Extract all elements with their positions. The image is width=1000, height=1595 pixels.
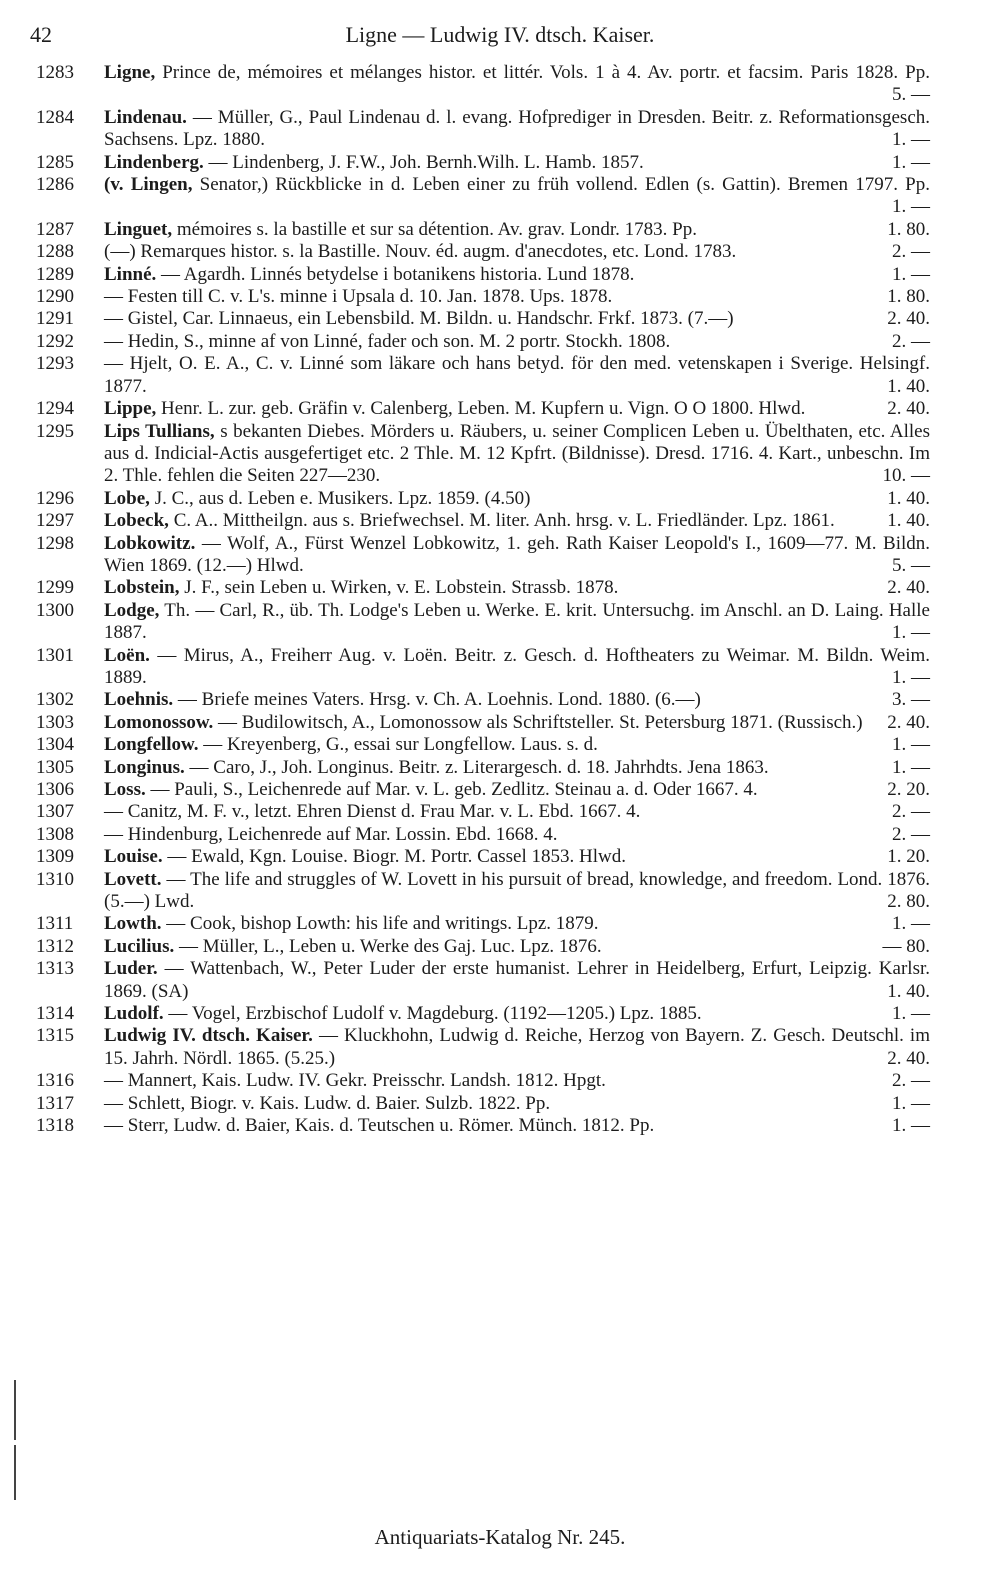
entry-description (104, 734, 930, 756)
entry-body: J. F., sein Leben u. Wirken, v. E. Lobstein. Strassb. 1878. (184, 577, 619, 599)
catalog-entry (0, 689, 1000, 711)
entry-body: — Wattenbach, W., Peter Luder der erste humanist. Lehrer in Heidelberg, Erfurt, Leipzig. Karlsr. 1869. (SA) (104, 958, 930, 1002)
entry-number: 1313 (36, 958, 74, 980)
catalog-entry (0, 913, 1000, 935)
entry-body: — Kluckhohn, Ludwig d. Reiche, Herzog von Bayern. Z. Gesch. Deutschl. im 15. Jahrh. Nördl. 1865. (5.25.) (104, 1025, 930, 1069)
entry-number: 1306 (36, 779, 74, 800)
entry-description (104, 1093, 930, 1115)
entry-number: 1286 (36, 174, 74, 196)
entry-number: 1292 (36, 330, 74, 352)
entry-description (104, 152, 930, 174)
entry-description (104, 488, 930, 510)
entry-body: Prince de, mémoires et mélanges histor. et littér. Vols. 1 à 4. Av. portr. et facsim. Paris 1828. Pp. (162, 62, 930, 83)
entry-body: Th. — Carl, R., üb. Th. Lodge's Leben u. Werke. E. krit. Untersuchg. im Anschl. an D. Laing. Halle 1887. (104, 599, 930, 644)
entry-number: 1290 (36, 286, 74, 308)
entry-body: — Vogel, Erzbischof Ludolf v. Magdeburg. (1192—1205.) Lpz. 1885. (168, 1003, 702, 1025)
entry-number: 1318 (36, 1115, 74, 1137)
entry-body: — Lindenberg, J. F.W., Joh. Bernh.Wilh. L. Hamb. 1857. (208, 151, 644, 173)
entry-heading: Longfellow. (104, 734, 199, 756)
entry-heading: Lindenberg. (104, 151, 204, 173)
entry-heading: Lomonossow. (104, 711, 214, 733)
entry-body: — Wolf, A., Fürst Wenzel Lobkowitz, 1. geh. Rath Kaiser Leopold's I., 1609—77. M. Bildn. Wien 1869. (12.—) Hlwd. (104, 532, 931, 576)
entry-body: mémoires s. la bastille et sur sa détention. Av. grav. Londr. 1783. Pp. (176, 218, 697, 240)
catalog-entry (0, 510, 1000, 532)
entry-heading: Lindenau. (104, 106, 187, 128)
entry-body: — Schlett, Biogr. v. Kais. Ludw. d. Baier. Sulzb. 1822. Pp. (104, 1092, 551, 1114)
entry-number: 1298 (36, 532, 74, 554)
entry-number: 1291 (36, 308, 74, 330)
entry-description (104, 824, 930, 846)
entry-number: 1299 (36, 577, 74, 599)
entry-price: 5. — (884, 84, 930, 106)
entry-price: 1. — (884, 1093, 930, 1115)
entry-price: 3. — (884, 689, 930, 711)
entry-description (104, 869, 930, 914)
entry-price: 2. 80. (879, 891, 930, 913)
entry-price: 1. 40. (879, 376, 930, 398)
entry-number: 1317 (36, 1092, 74, 1114)
catalog-entry (0, 869, 1000, 914)
entry-description (104, 645, 930, 690)
entry-body: — Müller, L., Leben u. Werke des Gaj. Luc. Lpz. 1876. (178, 935, 602, 957)
entry-body: — Müller, G., Paul Lindenau d. l. evang. Hofprediger in Dresden. Beitr. z. Reformationsgesch. Sachsens. Lpz. 1880. (104, 106, 931, 151)
entry-number: 1310 (36, 868, 74, 890)
entry-description (104, 331, 930, 353)
entry-description (104, 801, 930, 823)
entry-price: 2. 20. (879, 779, 930, 801)
entry-heading: Lobkowitz. (104, 532, 196, 554)
entry-number: 1296 (36, 487, 74, 509)
entry-body: — Caro, J., Joh. Longinus. Beitr. z. Literargesch. d. 18. Jahrhdts. Jena 1863. (189, 756, 769, 778)
catalog-footer: Antiquariats-Katalog Nr. 245. (374, 1525, 626, 1549)
catalog-entry (0, 824, 1000, 846)
margin-mark (14, 1445, 16, 1500)
entry-heading: Lobeck, (104, 510, 169, 532)
entry-description (104, 353, 930, 398)
entry-number: 1289 (36, 263, 74, 285)
catalog-entry (0, 936, 1000, 958)
entry-body: — Mannert, Kais. Ludw. IV. Gekr. Preisschr. Landsh. 1812. Hpgt. (104, 1070, 606, 1092)
catalog-entry (0, 600, 1000, 645)
entry-number: 1297 (36, 510, 74, 532)
entry-heading: Linné. (104, 263, 157, 285)
catalog-entry (0, 779, 1000, 801)
entry-heading: (v. Lingen, (104, 174, 193, 196)
entry-number: 1315 (36, 1025, 74, 1047)
catalog-entry (0, 846, 1000, 868)
catalog-entry (0, 1093, 1000, 1115)
entry-price: 2. 40. (879, 577, 930, 599)
entry-description (104, 1025, 930, 1070)
entry-body: — Hindenburg, Leichenrede auf Mar. Lossin. Ebd. 1668. 4. (104, 823, 558, 845)
entry-description (104, 846, 930, 868)
entry-heading: Lippe, (104, 398, 157, 420)
entry-description (104, 757, 930, 779)
entry-number: 1283 (36, 62, 74, 83)
catalog-entry (0, 62, 1000, 107)
entry-description (104, 689, 930, 711)
entry-price: 1. — (884, 152, 930, 174)
entry-description (104, 533, 930, 578)
entry-description (104, 1070, 930, 1092)
catalog-entry (0, 331, 1000, 353)
entry-body: J. C., aus d. Leben e. Musikers. Lpz. 1859. (4.50) (154, 487, 531, 509)
entry-body: — Pauli, S., Leichenrede auf Mar. v. L. geb. Zedlitz. Steinau a. d. Oder 1667. 4. (150, 779, 758, 800)
entry-number: 1309 (36, 846, 74, 868)
entry-heading: Luder. (104, 958, 158, 980)
entry-heading: Lips Tullians, (104, 420, 215, 442)
entry-price: 1. — (884, 734, 930, 756)
entry-description (104, 107, 930, 152)
catalog-entry (0, 577, 1000, 599)
entry-body: Henr. L. zur. geb. Gräfin v. Calenberg, Leben. M. Kupfern u. Vign. O O 1800. Hlwd. (161, 398, 806, 420)
entry-heading: Linguet, (104, 218, 173, 240)
entry-body: — Hjelt, O. E. A., C. v. Linné som läkare och hans betyd. för den med. vetenskapen i Sverige. Helsingf. 1877. (104, 353, 930, 397)
catalog-entry (0, 107, 1000, 152)
entry-price: 1. — (884, 667, 930, 689)
catalog-entry (0, 286, 1000, 308)
entry-number: 1288 (36, 241, 74, 263)
entry-number: 1316 (36, 1070, 74, 1092)
catalog-entry (0, 241, 1000, 263)
entry-price: 1. — (884, 757, 930, 779)
entry-price: 1. 40. (879, 510, 930, 532)
entry-price: 1. — (884, 1003, 930, 1025)
entry-description (104, 174, 930, 219)
entry-heading: Loss. (104, 779, 146, 800)
entry-price: 10. — (875, 465, 931, 487)
entry-number: 1305 (36, 756, 74, 778)
entry-body: — Briefe meines Vaters. Hrsg. v. Ch. A. Loehnis. Lond. 1880. (6.—) (177, 689, 701, 711)
entry-body: (—) Remarques histor. s. la Bastille. Nouv. éd. augm. d'anecdotes, etc. Lond. 1783. (104, 241, 737, 263)
entry-description (104, 398, 930, 420)
entry-number: 1287 (36, 218, 74, 240)
entry-description (104, 264, 930, 286)
entry-price: 2. 40. (879, 712, 930, 734)
entry-price: 1. — (884, 129, 930, 151)
entry-heading: Loën. (104, 644, 150, 666)
catalog-entry (0, 353, 1000, 398)
entry-number: 1314 (36, 1003, 74, 1025)
entry-heading: Longinus. (104, 756, 185, 778)
entry-price: 2. — (884, 824, 930, 846)
catalog-entry (0, 264, 1000, 286)
entry-number: 1294 (36, 398, 74, 420)
entry-heading: Loehnis. (104, 689, 174, 711)
entry-price: 2. — (884, 1070, 930, 1092)
entry-body: C. A.. Mittheilgn. aus s. Briefwechsel. M. liter. Anh. hrsg. v. L. Friedländer. Lpz. 1861. (173, 510, 835, 532)
entry-number: 1302 (36, 689, 74, 711)
entry-price: 2. 40. (879, 308, 930, 330)
entry-body: — Kreyenberg, G., essai sur Longfellow. Laus. s. d. (203, 734, 598, 756)
entry-body: — Ewald, Kgn. Louise. Biogr. M. Portr. Cassel 1853. Hlwd. (167, 846, 626, 868)
entry-price: 5. — (884, 555, 930, 577)
catalog-entries (0, 62, 1000, 1138)
entry-price: 1. 40. (879, 981, 930, 1003)
entry-body: — Budilowitsch, A., Lomonossow als Schriftsteller. St. Petersburg 1871. (Russisch.) (218, 711, 863, 733)
entry-number: 1312 (36, 935, 74, 957)
entry-price: 1. — (884, 1115, 930, 1137)
entry-heading: Lodge, (104, 599, 160, 621)
page-number: 42 (30, 22, 52, 47)
entry-heading: Lobe, (104, 487, 150, 509)
entry-heading: Ligne, (104, 62, 156, 83)
entry-price: 1. — (884, 196, 930, 218)
entry-description (104, 308, 930, 330)
catalog-entry (0, 645, 1000, 690)
entry-description (104, 712, 930, 734)
entry-body: — Agardh. Linnés betydelse i botanikens historia. Lund 1878. (161, 263, 635, 285)
entry-description (104, 779, 930, 801)
entry-number: 1285 (36, 151, 74, 173)
entry-body: — Sterr, Ludw. d. Baier, Kais. d. Teutschen u. Römer. Münch. 1812. Pp. (104, 1115, 655, 1137)
catalog-entry (0, 219, 1000, 241)
catalog-entry (0, 958, 1000, 1003)
catalog-entry (0, 757, 1000, 779)
entry-price: 1. 40. (879, 488, 930, 510)
entry-price: 1. — (884, 264, 930, 286)
entry-description (104, 241, 930, 263)
entry-number: 1303 (36, 711, 74, 733)
entry-price: 2. — (884, 331, 930, 353)
entry-description (104, 913, 930, 935)
catalog-entry (0, 1115, 1000, 1137)
entry-body: — Hedin, S., minne af von Linné, fader och son. M. 2 portr. Stockh. 1808. (104, 330, 671, 352)
entry-body: — Cook, bishop Lowth: his life and writings. Lpz. 1879. (166, 913, 599, 935)
catalog-entry (0, 174, 1000, 219)
entry-body: — Festen till C. v. L's. minne i Upsala d. 10. Jan. 1878. Ups. 1878. (104, 286, 613, 308)
entry-price: 2. 40. (879, 1048, 930, 1070)
entry-price: — 80. (875, 936, 931, 958)
entry-heading: Lovett. (104, 868, 162, 890)
entry-body: Senator,) Rückblicke in d. Leben einer zu früh vollend. Edlen (s. Gattin). Bremen 1797. Pp. (199, 174, 930, 196)
entry-description (104, 219, 930, 241)
entry-description (104, 958, 930, 1003)
entry-heading: Lucilius. (104, 935, 175, 957)
entry-number: 1295 (36, 420, 74, 442)
entry-price: 1. 80. (879, 286, 930, 308)
entry-body: — The life and struggles of W. Lovett in his pursuit of bread, knowledge, and freedom. Lond. 1876. (5.—) Lwd. (104, 868, 931, 913)
entry-price: 1. 20. (879, 846, 930, 868)
entry-heading: Lobstein, (104, 577, 180, 599)
entry-body: — Mirus, A., Freiherr Aug. v. Loën. Beitr. z. Gesch. d. Hoftheaters zu Weimar. M. Bildn. Weim. 1889. (104, 644, 931, 688)
entry-number: 1301 (36, 644, 74, 666)
catalog-entry (0, 1003, 1000, 1025)
catalog-entry (0, 152, 1000, 174)
catalog-entry (0, 801, 1000, 823)
entry-heading: Lowth. (104, 913, 162, 935)
margin-mark (14, 1380, 16, 1440)
entry-number: 1308 (36, 823, 74, 845)
catalog-entry (0, 1070, 1000, 1092)
catalog-entry (0, 734, 1000, 756)
entry-number: 1284 (36, 106, 74, 128)
entry-heading: Ludolf. (104, 1003, 164, 1025)
catalog-entry (0, 421, 1000, 488)
entry-description (104, 1115, 930, 1137)
entry-description (104, 286, 930, 308)
entry-body: s bekanten Diebes. Mörders u. Räubers, u. seiner Complicen Leben u. Übelthaten, etc. Alles aus d. Indicial-Actis ausgefertiget etc. 2 Thle. M. 12 Kpfrt. (Bildnisse). Dresd. 1716. 4. Kart., unbeschn. Im 2. Thle. fehlen die Seiten 227—230. (104, 420, 930, 487)
entry-description (104, 600, 930, 645)
catalog-entry (0, 308, 1000, 330)
entry-body: — Canitz, M. F. v., letzt. Ehren Dienst d. Frau Mar. v. L. Ebd. 1667. 4. (104, 801, 641, 823)
running-head: Ligne — Ludwig IV. dtsch. Kaiser. (345, 22, 655, 47)
entry-description (104, 510, 930, 532)
entry-price: 2. 40. (879, 398, 930, 420)
entry-description (104, 62, 930, 107)
entry-number: 1293 (36, 353, 74, 375)
catalog-entry (0, 712, 1000, 734)
entry-body: — Gistel, Car. Linnaeus, ein Lebensbild. M. Bildn. u. Handschr. Frkf. 1873. (7.—) (104, 308, 734, 330)
entry-description (104, 421, 930, 488)
catalog-entry (0, 1025, 1000, 1070)
entry-price: 2. — (884, 801, 930, 823)
entry-number: 1311 (36, 913, 74, 935)
entry-heading: Ludwig IV. dtsch. Kaiser. (104, 1025, 313, 1047)
entry-description (104, 1003, 930, 1025)
entry-price: 1. — (884, 913, 930, 935)
entry-number: 1304 (36, 734, 74, 756)
entry-number: 1300 (36, 599, 74, 621)
entry-number: 1307 (36, 801, 74, 823)
entry-price: 2. — (884, 241, 930, 263)
catalog-entry (0, 488, 1000, 510)
entry-description (104, 577, 930, 599)
catalog-entry (0, 398, 1000, 420)
entry-price: 1. 80. (879, 219, 930, 241)
catalog-entry (0, 533, 1000, 578)
entry-description (104, 936, 930, 958)
entry-price: 1. — (884, 622, 930, 644)
entry-heading: Louise. (104, 846, 163, 868)
